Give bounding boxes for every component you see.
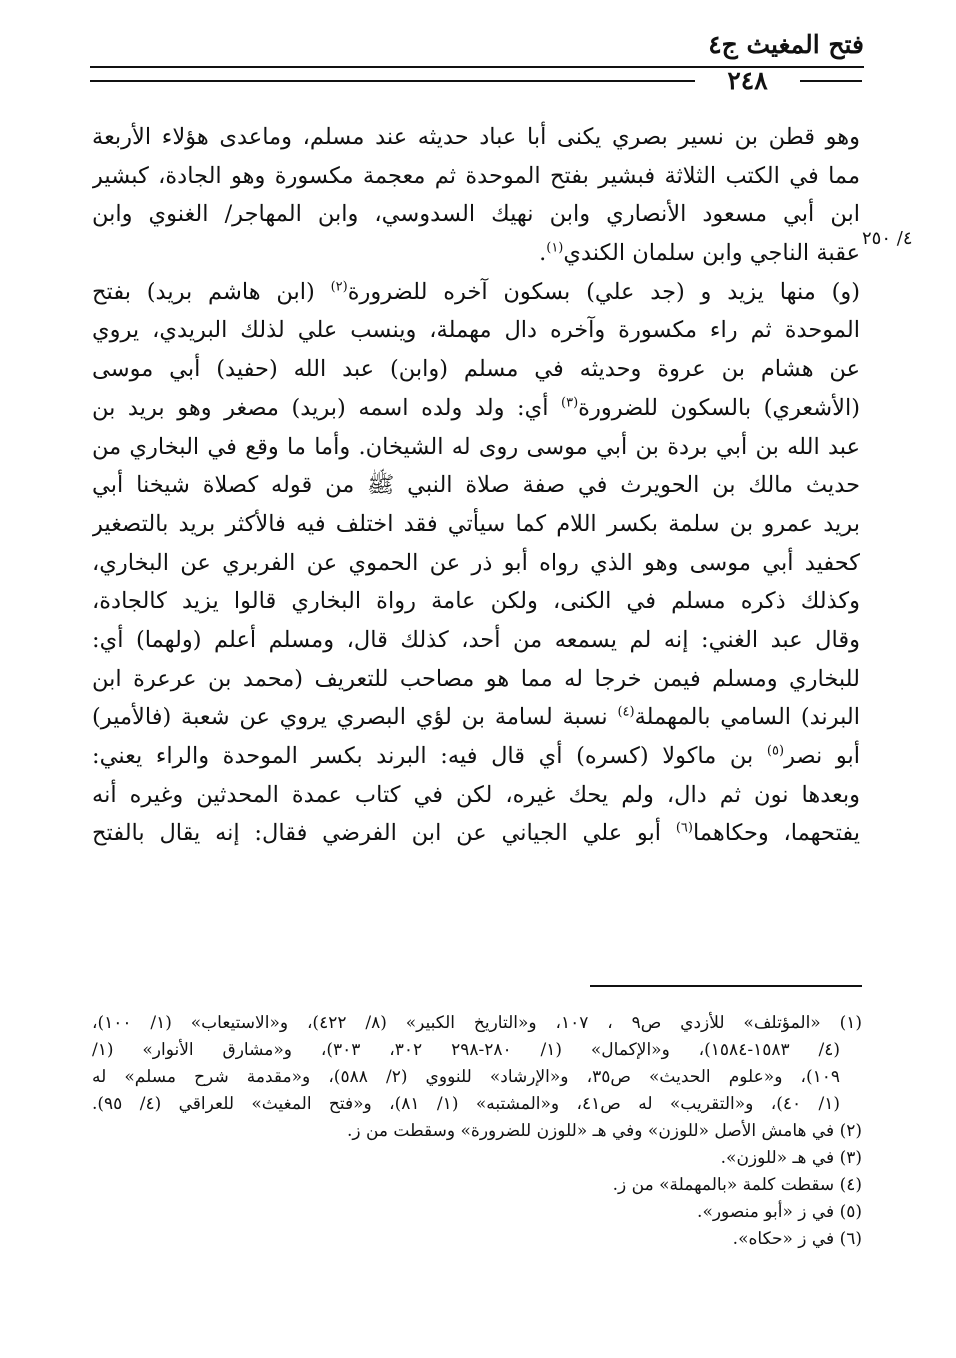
- text-line: عبد الله بن أبي بردة بن أبي موسى روى له الشيخان. وأما ما وقع في البخاري من: [92, 433, 860, 460]
- text-segment: عقبة الناجي وابن سلمان الكندي: [563, 240, 860, 267]
- footnote-line: (٥) في ز «أبو منصور».: [697, 1202, 862, 1222]
- text-line: للبخاري ومسلم فيمن خرجا له مما هو مصاحب للتعريف (محمد بن عرعرة ابن: [92, 665, 860, 692]
- text-line: عن هشام بن عروة وحديثه في مسلم (وابن) عبد الله (حفيد) أبي موسى: [92, 356, 860, 383]
- footnote-line: (٦) في ز «حكاه».: [732, 1229, 862, 1249]
- footnote-marker: (١): [546, 240, 564, 256]
- text-segment: (الأشعري) بالسكون للضرورة: [578, 394, 860, 421]
- text-segment: أبو علي الجياني عن ابن الفرضي فقال: إنه يقال بالفتح: [92, 820, 676, 847]
- page-number-rule-left: [90, 80, 695, 82]
- text-line: [92, 273, 860, 312]
- footnotes: [92, 1010, 862, 1253]
- text-line: [92, 389, 860, 428]
- text-line: وكذلك ذكره مسلم في الكنى، ولكن عامة رواة البخاري قالوا يزيد كالجادة،: [92, 588, 860, 615]
- text-segment: نسبة لسامة بن لؤي البصري يروي عن شعبة (فالأمير): [92, 704, 618, 731]
- text-line: وقال عبد الغني: إنه لم يسمعه من أحد، كذلك قال، ومسلم أعلم (ولهما) أي:: [92, 626, 860, 653]
- text-line: [92, 698, 860, 737]
- footnote-marker: (٥): [766, 743, 785, 759]
- footnote-separator: [590, 985, 862, 987]
- text-segment: يفتحهما، وحكاهما: [692, 820, 860, 847]
- footnote-line: (٣) في هـ «للوزن».: [720, 1148, 862, 1168]
- text-line: حديث مالك بن الحويرث في صفة صلاة النبي ﷺ من قوله كصلاة شيخنا أبي: [92, 472, 860, 499]
- text-line: [92, 234, 860, 273]
- footnote-marker: (٢): [330, 279, 348, 295]
- text-segment: أي: ولد ولده اسمه (بريد) مصغر وهو بريد بن: [92, 394, 562, 421]
- footnote-marker: (٤): [617, 704, 635, 720]
- text-line: الموحدة ثم راء مكسورة وآخره دال مهملة، وينسب علي لذلك البريدي، يروي: [92, 317, 860, 344]
- text-segment: أبو نصر: [784, 743, 860, 769]
- text-line: بريد عمرو بن سلمة بكسر اللام كما سيأتي فقد اختلف فيه فالأكثر بريد بالتصغير: [92, 510, 860, 537]
- text-line: كحفيد أبي موسى وهو الذي رواه أبو ذر عن الحموي عن الفربري عن البخاري،: [92, 549, 860, 576]
- footnote-line: (١) «المؤتلف» للأزدي ص٩ ، ١٠٧، و«التاريخ الكبير» (٨/ ٤٢٢)، و«الاستيعاب» (١/ ١٠٠)،: [92, 1013, 862, 1033]
- footnote-line: ١٠٩)، و«علوم الحديث» ص٣٥، و«الإرشاد» للنووي (٢/ ٥٨٨)، و«مقدمة شرح مسلم» له: [92, 1067, 841, 1087]
- text-segment: البرند) السامي بالمهملة: [634, 704, 860, 731]
- page-number-rule-right: [800, 80, 862, 82]
- text-line: [92, 814, 860, 853]
- text-segment: (ابن هاشم بريد) بفتح: [92, 278, 331, 305]
- text-line: وبعدها نون ثم دال، ولم يحك غيره، لكن في كتاب عمدة المحدثين وغيره أنه: [92, 781, 860, 808]
- footnote-marker: (٦): [675, 820, 693, 836]
- margin-reference: ٤/ ٢٥٠: [862, 228, 913, 249]
- body-text: [92, 118, 860, 853]
- text-segment: .: [539, 240, 547, 267]
- footnote-line: (١/ ٤٠)، و«التقريب» له ص٤١، و«المشتبه» (١/ ٨١)، و«فتح المغيث» للعراقي (٤/ ٩٥).: [92, 1094, 841, 1114]
- text-segment: بن ماكولا (كسره) أي قال فيه: البرند بكسر الموحدة والراء يعني:: [92, 743, 767, 769]
- page-number-row: [0, 66, 956, 98]
- footnote-line: (٢) في هامش الأصل «للوزن» وفي هـ «للوزن للضرورة» وسقطت من ز.: [346, 1121, 862, 1141]
- text-segment: (و) منها يزيد و (جد علي) بسكون آخره للضرورة: [347, 278, 860, 305]
- text-line: مما في الكتب الثلاثة فبشير بفتح الموحدة ثم معجمة مكسورة وهو الجادة، كبشير: [92, 162, 860, 189]
- footnote-line: (٤/ ١٥٨٣-١٥٨٤)، و«الإكمال» (١/ ٢٨٠-٢٩٨ ٣٠٢، ٣٠٣)، و«مشارق الأنوار» (١/: [92, 1040, 840, 1060]
- running-header-title: فتح المغيث ج٤: [708, 30, 864, 59]
- footnote-line: (٤) سقطت كلمة «بالمهملة» من ز.: [612, 1175, 862, 1195]
- text-line: ابن أبي مسعود الأنصاري وابن نهيك السدوسي، وابن المهاجر/ الغنوي وابن: [92, 201, 860, 228]
- text-line: [92, 737, 860, 776]
- page-number: ٢٤٨: [727, 66, 768, 95]
- footnote-marker: (٣): [561, 395, 579, 411]
- text-line: وهو قطن بن نسير بصري يكنى أبا عباد حديثه عند مسلم، وماعدى هؤلاء الأربعة: [92, 124, 860, 150]
